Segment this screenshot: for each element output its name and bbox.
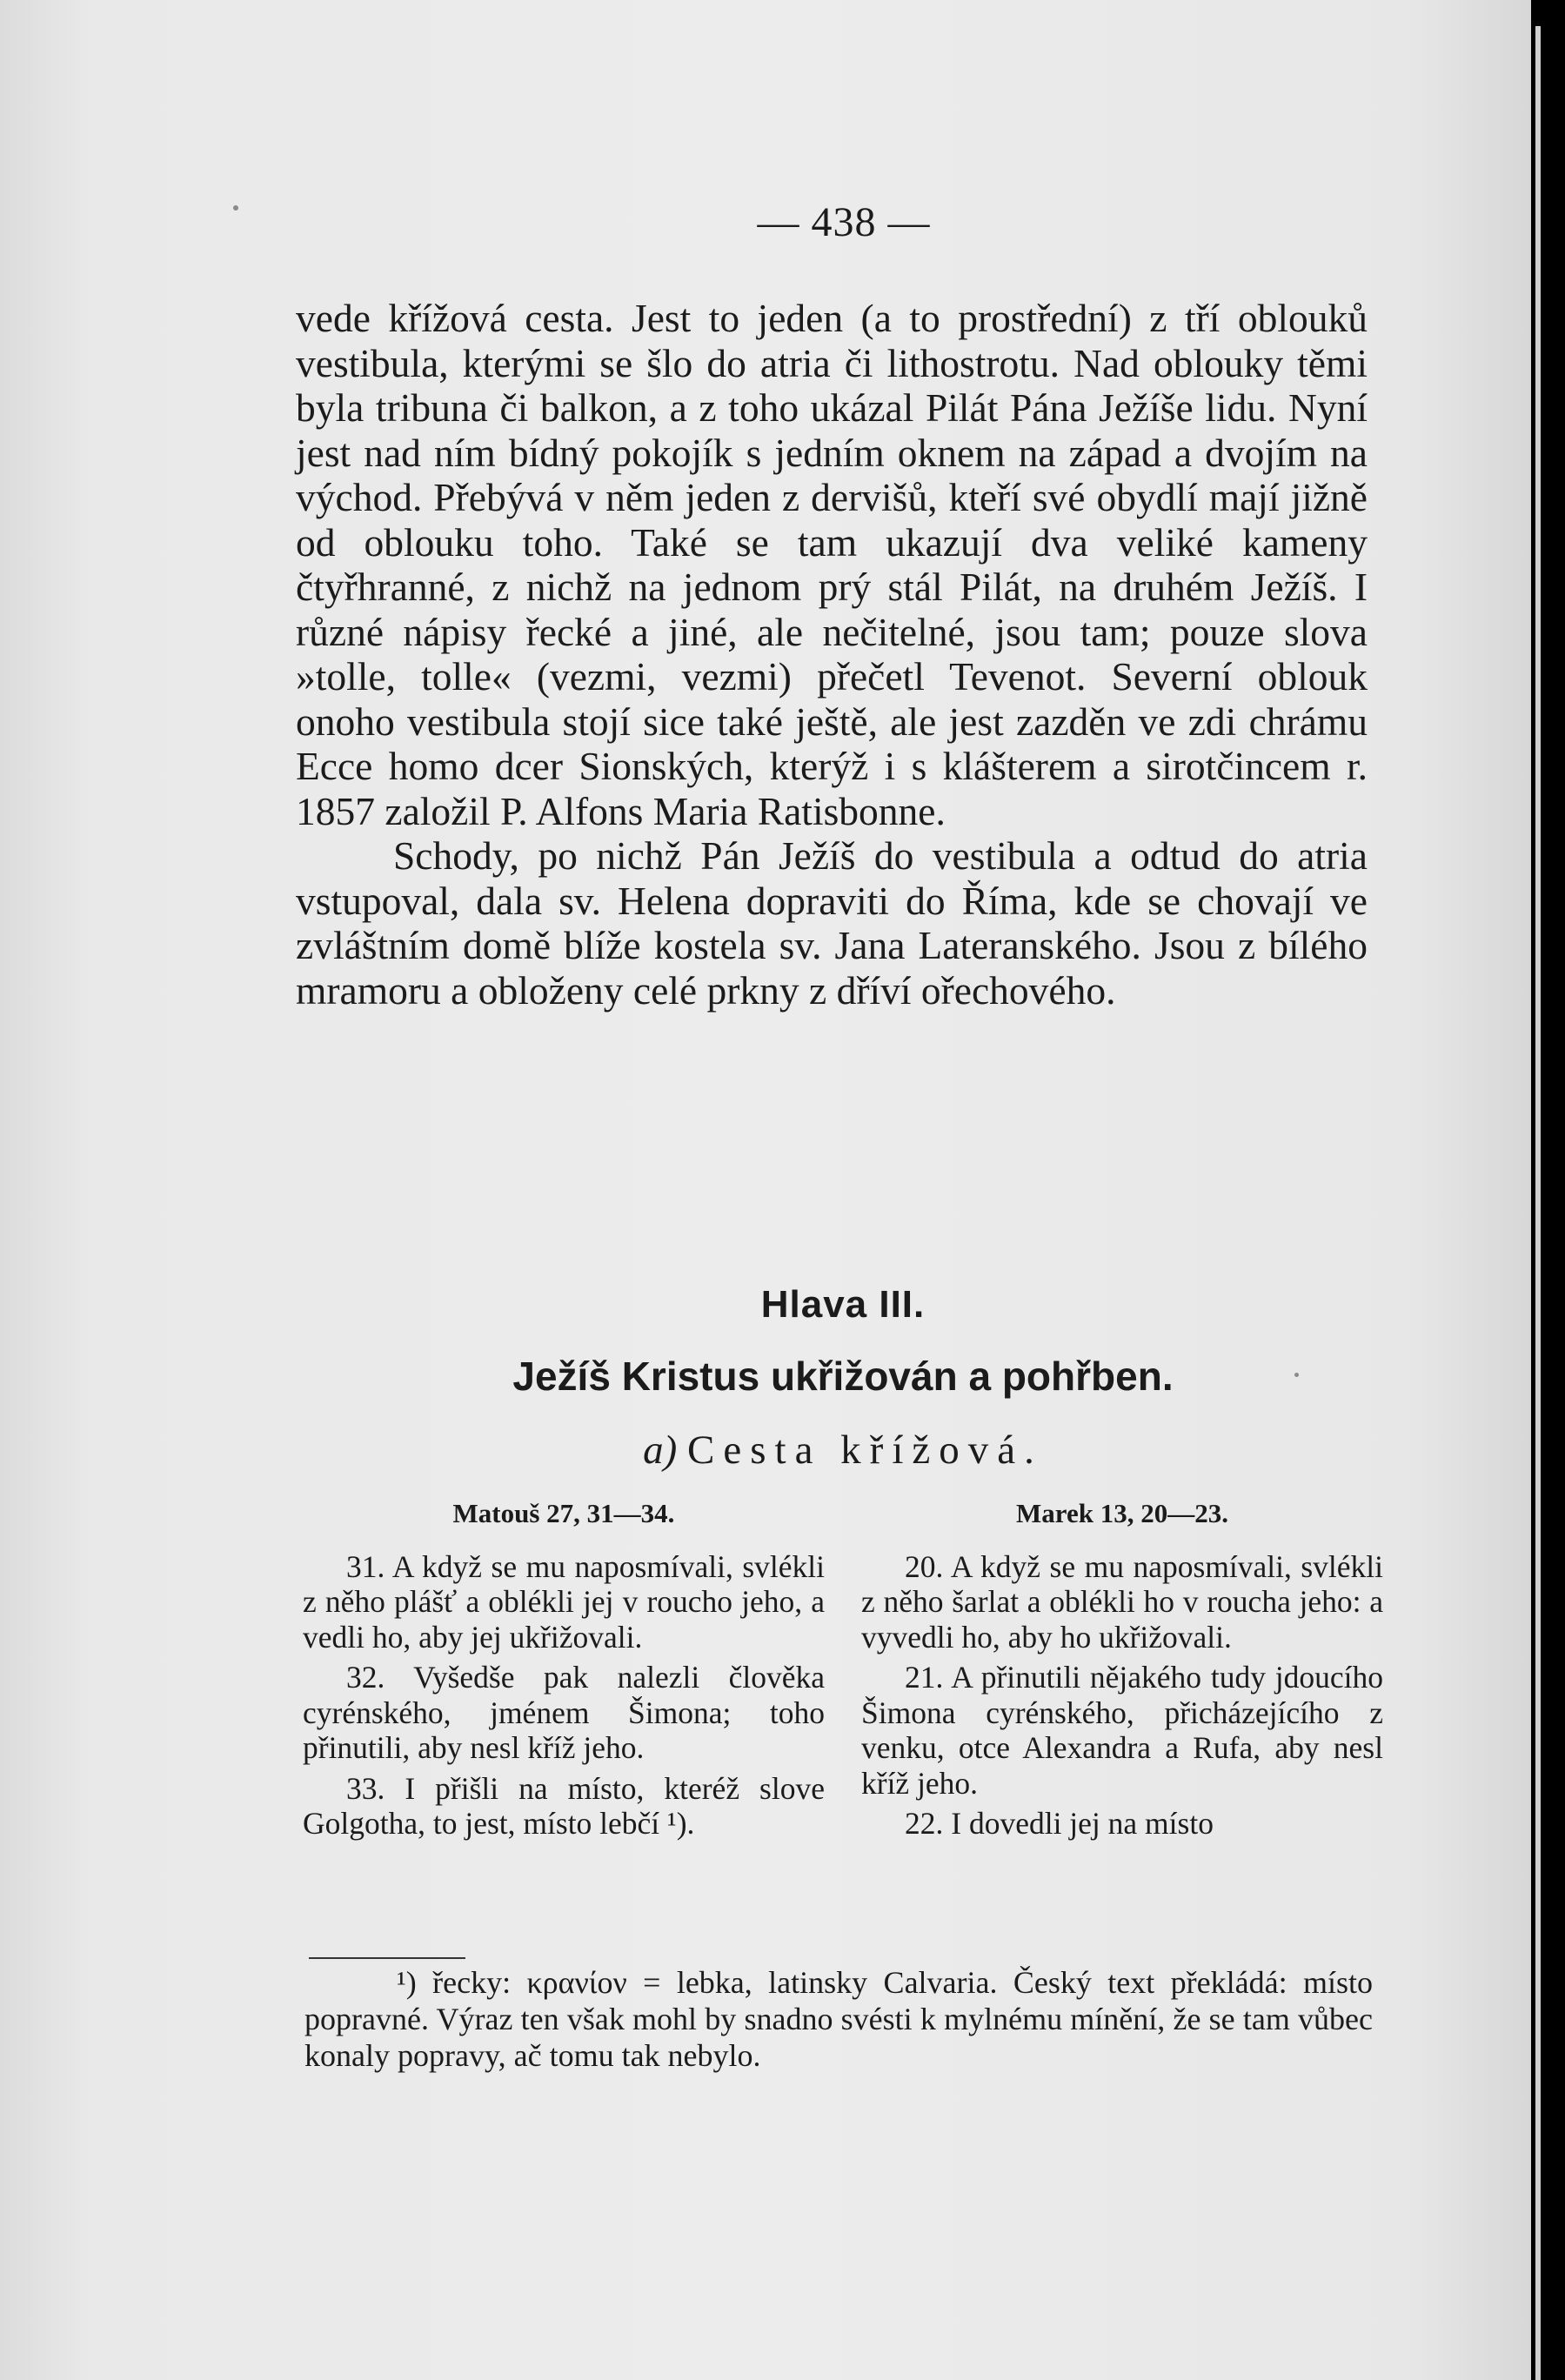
verse: 33. I přišli na místo, kteréž slove Golgotha, to jest, místo lebčí ¹). <box>303 1770 825 1841</box>
chapter-title: Ježíš Kristus ukřižován a pohřben. <box>512 1354 1174 1399</box>
gospel-column-matthew <box>303 1496 825 1847</box>
chapter-label: Hlava III. <box>760 1283 926 1326</box>
verse: 31. A když se mu naposmívali, svlékli z něho plášť a oblékli jej v roucho jeho, a vedli ho, aby jej ukřižovali. <box>303 1548 825 1655</box>
footnote-rule <box>309 1957 465 1959</box>
column-reference: Marek 13, 20—23. <box>1016 1498 1228 1528</box>
verse: 21. A přinutili nějakého tudy jdoucího Šimona cyrénského, přicházejícího z venku, otce Alexandra a Rufa, aby nesl kříž jeho. <box>861 1660 1383 1801</box>
column-reference: Matouš 27, 31—34. <box>452 1498 675 1528</box>
verse: 32. Vyšedše pak nalezli člověka cyrénského, jménem Šimona; toho přinutili, aby nesl kříž jeho. <box>303 1660 825 1765</box>
paragraph: Schody, po nichž Pán Ježíš do vestibula a odtud do atria vstupoval, dala sv. Helena dopraviti do Říma, kde se chovají ve zvláštním domě blíže kostela sv. Jana Lateranského. Jsou z bílého mramoru a obloženy celé prkny z dříví ořechového. <box>296 833 1368 1013</box>
section-heading <box>296 1427 1390 1474</box>
verse: 20. A když se mu naposmívali, svlékli z něho šarlat a oblékli ho v roucha jeho: a vyvedli ho, aby ho ukřižovali. <box>861 1548 1383 1655</box>
verse: 22. I dovedli jej na místo <box>905 1806 1214 1841</box>
page-number: — 438 — <box>757 199 931 245</box>
section-name: Cesta křížová. <box>687 1427 1043 1473</box>
page-edge <box>1535 26 1541 2380</box>
footnote: ¹) řecky: κρανίον = lebka, latinsky Calvaria. Český text překládá: místo popravné. Výraz ten však mohl by snadno svésti k mylnému mínění, že se tam vůbec konaly popravy, ač tomu tak nebylo. <box>304 1965 1373 2073</box>
section-letter: a) <box>643 1427 678 1473</box>
gospel-column-mark <box>861 1496 1383 1847</box>
body-text <box>296 296 1368 1013</box>
paragraph: vede křížová cesta. Jest to jeden (a to prostřední) z tří oblouků vestibula, kterými se šlo do atria či lithostrotu. Nad oblouky těmi byla tribuna či balkon, a z toho ukázal Pilát Pána Ježíše lidu. Nyní jest nad ním bídný pokojík s jedním oknem na západ a dvojím na východ. Přebývá v něm jeden z dervišů, kteří své obydlí mají jižně od oblouku toho. Také se tam ukazují dva veliké kameny čtyřhranné, z nichž na jednom prý stál Pilát, na druhém Ježíš. I různé nápisy řecké a jiné, ale nečitelné, jsou tam; pouze slova »tolle, tolle« (vezmi, vezmi) přečetl Tevenot. Severní oblouk onoho vestibula stojí sice také ještě, ale jest zazděn ve zdi chrámu Ecce homo dcer Sionských, kterýž i s klášterem a sirotčincem r. 1857 založil P. Alfons Maria Ratisbonne. <box>296 296 1368 833</box>
